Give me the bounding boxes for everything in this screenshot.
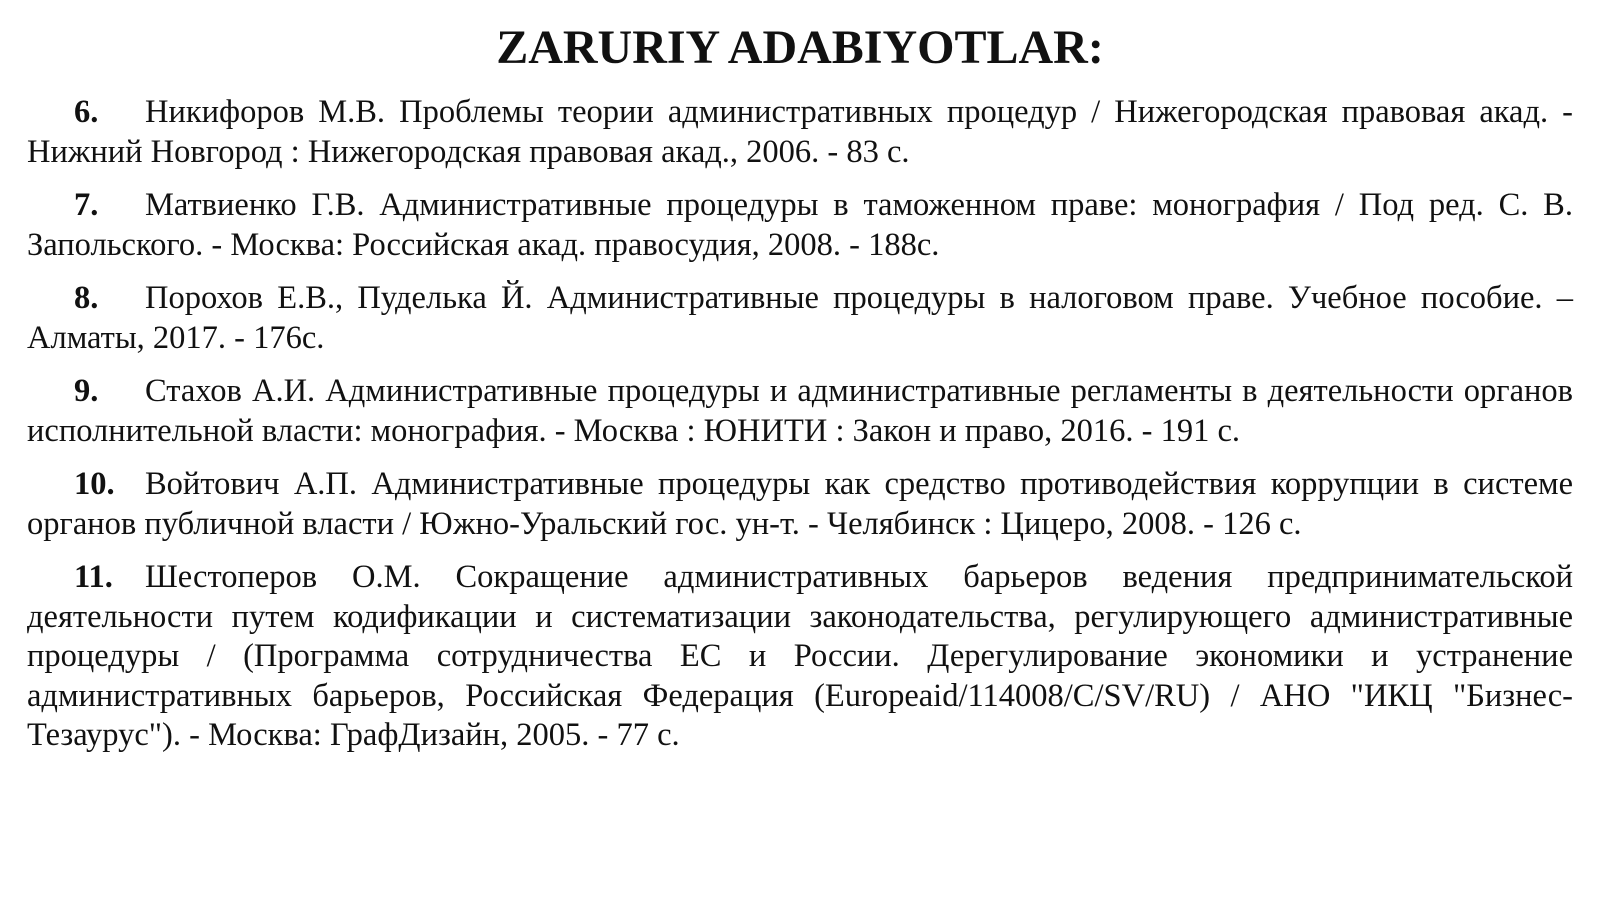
reference-text: Войтович А.П. Административные процедуры как средство противодействия коррупции в системе органов публичной власти / Южно-Уральский гос. ун-т. - Челябинск : Цицеро, 2008. - 126 с. bbox=[27, 466, 1573, 542]
page-title: ZARURIY ADABIYOTLAR: bbox=[496, 21, 1104, 74]
reference-list bbox=[27, 93, 1573, 756]
list-item bbox=[27, 372, 1573, 451]
list-item bbox=[27, 279, 1573, 358]
reference-number: 9. bbox=[74, 373, 99, 409]
reference-text: Стахов А.И. Административные процедуры и административные регламенты в деятельности органов исполнительной власти: монография. - Москва : ЮНИТИ : Закон и право, 2016. - 191 с. bbox=[27, 373, 1573, 449]
reference-number: 8. bbox=[74, 280, 99, 316]
list-item bbox=[27, 186, 1573, 265]
list-item bbox=[27, 558, 1573, 756]
reference-text: Шестоперов О.М. Сокращение административных барьеров ведения предпринимательской деятельности путем кодификации и систематизации законодательства, регулирующего административные процедуры / (Программа сотрудничества ЕС и России. Дерегулирование экономики и устранение административных барьеров, Российская Федерация (Europeaid/114008/C/SV/RU) / АНО "ИКЦ "Бизнес-Тезаурус"). - Москва: ГрафДизайн, 2005. - 77 с. bbox=[27, 559, 1573, 753]
reference-text: Порохов Е.В., Пуделька Й. Административные процедуры в налоговом праве. Учебное пособие. – Алматы, 2017. - 176с. bbox=[27, 280, 1573, 356]
reference-number: 7. bbox=[74, 187, 99, 223]
list-item bbox=[27, 93, 1573, 172]
reference-text: Матвиенко Г.В. Административные процедуры в таможенном праве: монография / Под ред. С. В. Запольского. - Москва: Российская акад. правосудия, 2008. - 188с. bbox=[27, 187, 1573, 263]
reference-number: 6. bbox=[74, 94, 99, 130]
reference-number: 11. bbox=[74, 559, 113, 595]
reference-number: 10. bbox=[74, 466, 115, 502]
reference-text: Никифоров М.В. Проблемы теории административных процедур / Нижегородская правовая акад. - Нижний Новгород : Нижегородская правовая акад., 2006. - 83 с. bbox=[27, 94, 1573, 170]
list-item bbox=[27, 465, 1573, 544]
